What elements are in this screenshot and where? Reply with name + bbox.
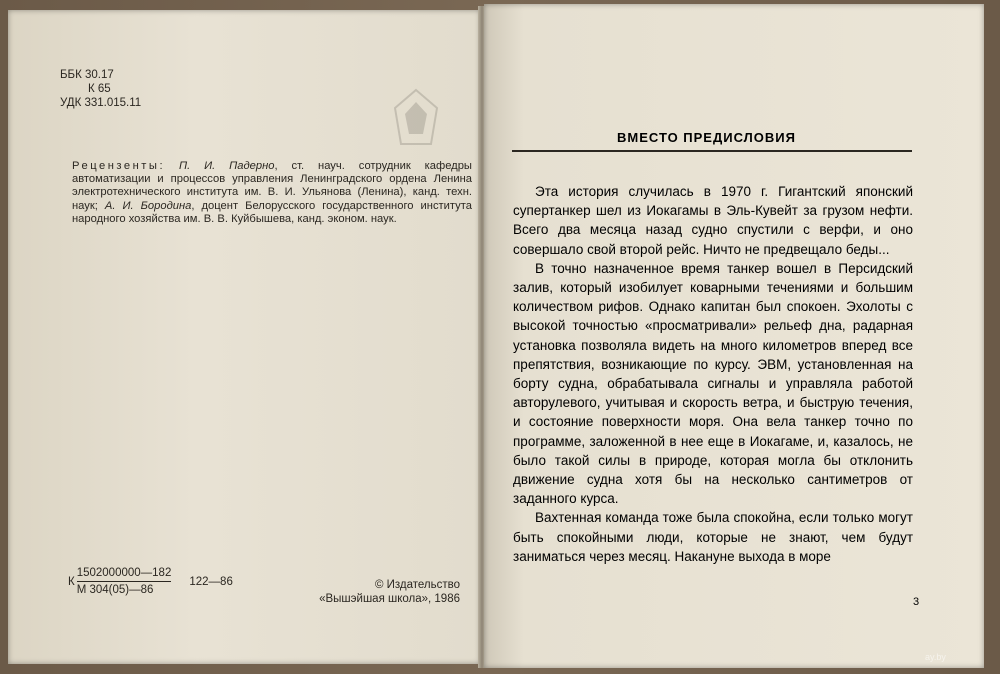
left-page (8, 10, 480, 664)
paragraph: В точно назначенное время танкер вошел в Персидский залив, который изобилует коварными течениями и большим количеством рифов. Однако капитан был спокоен. Эхолоты с высокой точностью «просматривали» рельеф дна, радарная установка позволяла видеть на много километров вперед все препятствия, возникающие по курсу. ЭВМ, установленная на борту судна, обрабатывала сигналы и управляла работой авторулевого, учитывая и скорость ветра, и быструю течения, и состояние поверхности моря. Она вела танкер точно по программе, заложенной в нее еще в Иокагаме, и, казалось, не было такой силы в природе, которая могла бы отклонить движение судна хотя бы на несколько сантиметров от заданного курса. (513, 260, 913, 507)
index-denominator: М 304(05)—86 (76, 584, 154, 596)
reviewers-block (72, 160, 472, 226)
publisher-copyright (308, 578, 460, 606)
index-letter: К (68, 575, 75, 588)
publishing-index (68, 566, 233, 597)
bbk-code: ББК 30.17 (60, 69, 114, 81)
publisher-line-1: © Издательство (374, 579, 460, 591)
index-numerator: 1502000000—182 (77, 566, 172, 582)
paragraph: Вахтенная команда тоже была спокойна, если только могут быть спокойными люди, которые не знают, чем будут заниматься через месяц. Накануне выхода в море (513, 510, 913, 564)
paragraph: Эта история случилась в 1970 г. Гигантский японский супертанкер шел из Иокагамы в Эль-Кувейт за грузом нефти. Всего два месяца назад судно спустили с верфи, и оно совершало свой второй рейс. Ничто не предвещало беды... (513, 184, 913, 257)
watermark: ay.by (925, 652, 946, 662)
udk-code: УДК 331.015.11 (60, 97, 142, 109)
reviewer-2-details: , доцент Белорусского государственного института народного хозяйства им. В. В. Куйбышева, канд. эконом. наук. (72, 199, 472, 225)
publisher-line-2: «Вышэйшая школа», 1986 (319, 593, 460, 605)
classification-codes (60, 68, 141, 110)
reviewer-1-details: , ст. науч. сотрудник кафедры автоматизации и процессов управления Ленинградского ордена Ленина электротехнического института им. В. И. Ульянова (Ленина), канд. техн. наук; (72, 160, 472, 212)
reviewer-1-name: П. И. Падерно (178, 160, 275, 172)
k-code: К 65 (88, 83, 111, 95)
index-fraction (77, 566, 172, 597)
page-number: 3 (913, 596, 920, 608)
reviewers-label: Рецензенты: (72, 160, 166, 172)
title-rule (512, 150, 912, 152)
section-title: ВМЕСТО ПРЕДИСЛОВИЯ (617, 130, 796, 145)
index-price: 122—86 (189, 575, 233, 588)
show-through-emblem-icon (393, 88, 439, 148)
reviewer-2-name: А. И. Бородина (104, 199, 192, 212)
body-text (513, 182, 913, 566)
